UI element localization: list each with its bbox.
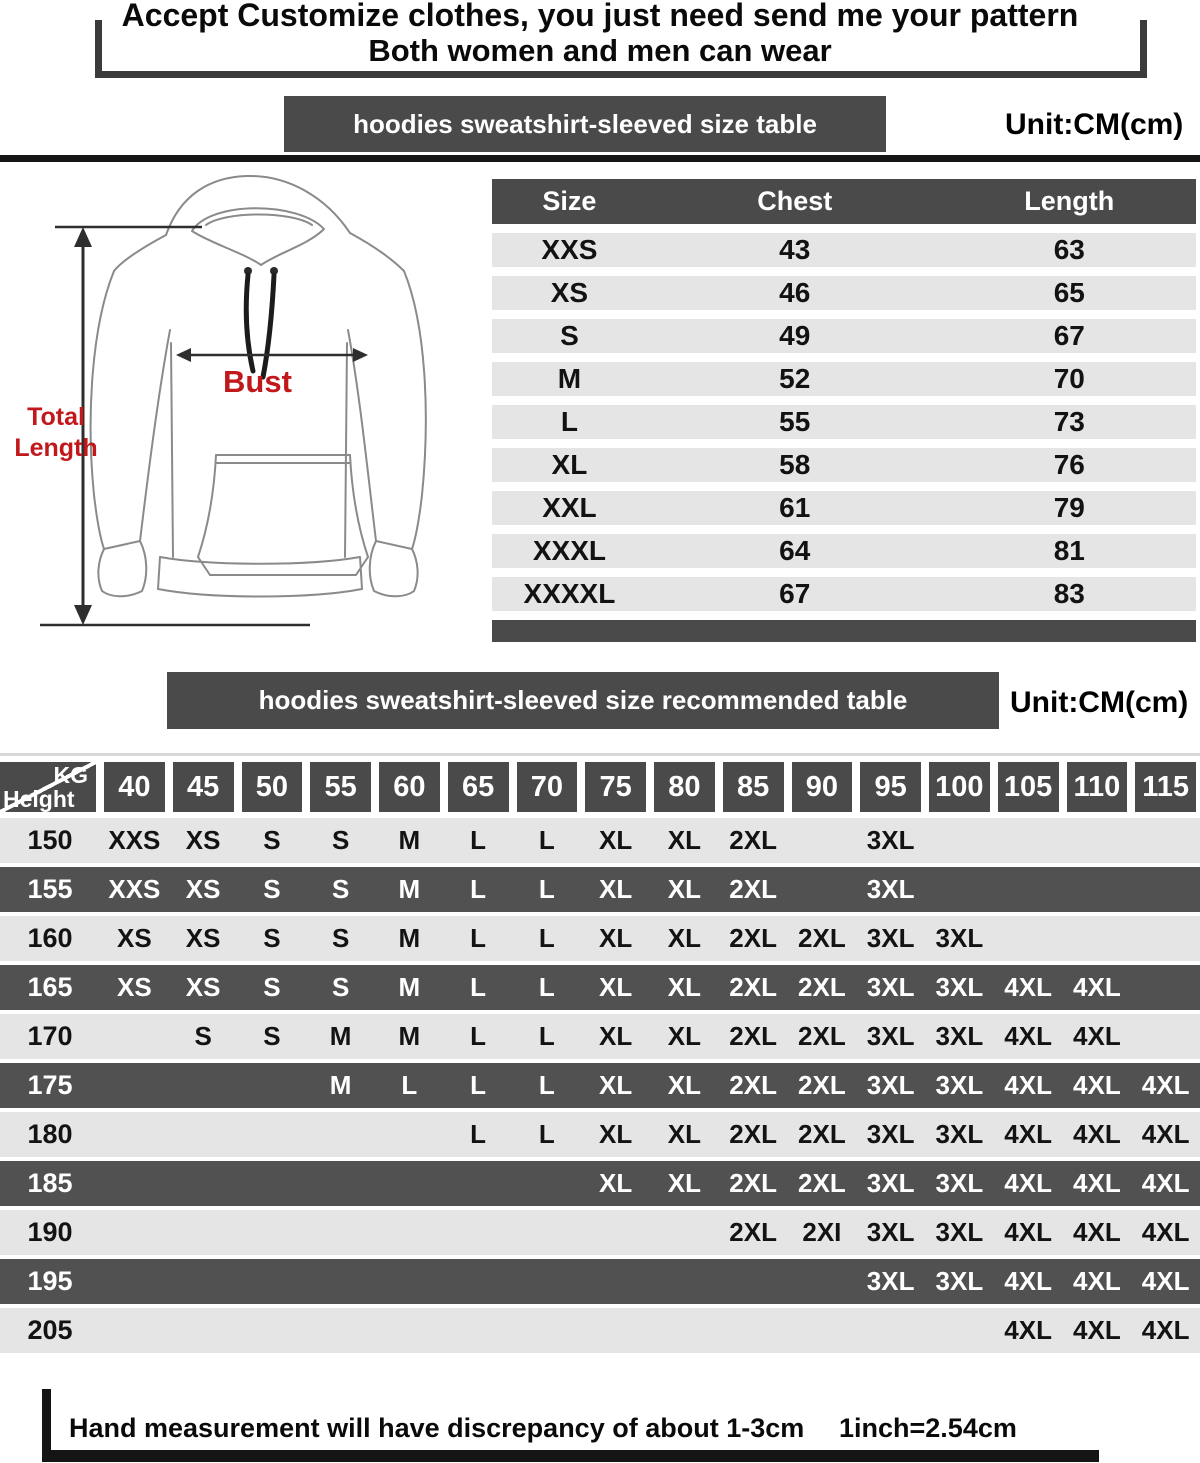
matrix-cell: 4XL [1141,1315,1190,1345]
matrix-row [0,1259,1200,1304]
matrix-cell: 4XL [1141,1119,1190,1149]
size-table-cell: 58 [779,449,811,480]
size-table-cell: 61 [779,492,811,523]
matrix-cell: 3XL [935,1070,984,1100]
matrix-cell: XS [185,923,221,953]
matrix-cell: XXS [108,874,161,904]
matrix-cell: M [329,1070,352,1100]
matrix-cell: 3XL [866,874,915,904]
matrix-cell: 4XL [1004,1315,1052,1345]
matrix-cell: 3XL [866,1070,915,1100]
height-label: 205 [27,1315,73,1345]
matrix-cell: 3XL [935,923,984,953]
matrix-cell: 4XL [1004,1266,1052,1296]
matrix-cell: L [470,1070,487,1100]
recommended-table-unit-label: Unit:CM(cm) [1010,686,1189,719]
matrix-cell: 2XL [729,1168,777,1198]
size-table-row [492,491,1196,525]
size-table-cell: 43 [779,234,811,265]
matrix-row [0,1063,1200,1108]
size-column-header: Size [542,186,597,216]
weight-header-cell: 85 [723,762,784,812]
weight-header-cell: 110 [1067,762,1128,812]
weight-header-cell: 90 [792,762,853,812]
footer-note [42,1389,1099,1462]
matrix-cell: 3XL [866,1168,915,1198]
matrix-cell: 2XL [729,1021,777,1051]
matrix-cell: 2XL [729,825,777,855]
height-label: 165 [27,972,73,1002]
matrix-cell: 3XL [866,825,915,855]
inch-conversion: 1inch=2.54cm [839,1413,1017,1443]
matrix-cell: XL [667,1119,701,1149]
size-table-cell: 76 [1053,449,1085,480]
matrix-cell: S [263,1021,281,1051]
matrix-cell: S [263,874,281,904]
matrix-row [0,867,1200,912]
matrix-cell: 2XL [729,1070,777,1100]
matrix-cell: 4XL [1073,1168,1121,1198]
weight-header-cell: 50 [242,762,303,812]
matrix-row [0,965,1200,1010]
matrix-cell: 4XL [1141,1266,1190,1296]
weight-header-cell: 60 [379,762,440,812]
weight-header-cell: 80 [654,762,715,812]
weight-header-cell: 100 [929,762,990,812]
matrix-cell: L [470,923,487,953]
matrix-cell: 3XL [935,1021,984,1051]
height-label: 190 [27,1217,73,1247]
size-table-cell: 67 [1053,320,1085,351]
recommended-size-matrix [0,753,1200,1353]
matrix-cell: 3XL [866,1021,915,1051]
matrix-cell: M [398,972,421,1002]
matrix-row [0,818,1200,863]
matrix-cell: XL [599,874,633,904]
height-label: 175 [27,1070,73,1100]
size-table-cell: XL [551,449,588,480]
matrix-cell: 4XL [1004,972,1052,1002]
matrix-cell: L [538,825,555,855]
matrix-cell: 3XL [866,923,915,953]
matrix-cell: 3XL [866,972,915,1002]
matrix-cell: L [538,1021,555,1051]
matrix-cell: S [331,874,350,904]
height-label: 150 [27,825,73,855]
matrix-cell: L [470,1119,487,1149]
matrix-cell: 4XL [1004,1217,1052,1247]
matrix-cell: XL [667,1021,701,1051]
matrix-row [0,1014,1200,1059]
measurement-section [0,163,1200,665]
matrix-cell: 4XL [1073,1315,1121,1345]
matrix-cell: 2XL [798,923,846,953]
matrix-cell: 3XL [935,1266,984,1296]
matrix-cell: L [470,1021,487,1051]
size-table-cell: 52 [779,363,811,394]
matrix-cell: 4XL [1073,1021,1121,1051]
size-table-row [492,276,1196,310]
size-table-cell: L [560,406,578,437]
size-table-cell: 64 [779,535,811,566]
kg-height-corner-cell [0,762,96,812]
size-table-footer-bar [492,620,1196,642]
matrix-cell: L [538,874,555,904]
matrix-cell: 4XL [1141,1070,1190,1100]
measurement-note: Hand measurement will have discrepancy of about 1-3cm [69,1413,805,1443]
matrix-cell: XS [117,923,152,953]
chest-column-header: Chest [757,186,833,216]
size-table-cell: 63 [1053,234,1085,265]
size-table-cell: 73 [1053,406,1085,437]
matrix-cell: 2XL [729,923,777,953]
matrix-cell: XL [667,825,701,855]
matrix-row [0,1308,1200,1353]
matrix-cell: 4XL [1073,1119,1121,1149]
size-table-row [492,577,1196,611]
matrix-cell: XXS [108,825,161,855]
matrix-cell: S [331,972,350,1002]
matrix-cell: 2XL [798,1119,846,1149]
height-label: 180 [27,1119,73,1149]
matrix-cell: XL [599,1070,633,1100]
matrix-cell: L [401,1070,418,1100]
weight-header-cell: 45 [173,762,234,812]
matrix-cell: 2XI [802,1217,842,1247]
section-divider [0,155,1200,162]
matrix-cell: 4XL [1004,1070,1052,1100]
matrix-cell: L [538,923,555,953]
matrix-cell: L [538,1070,555,1100]
matrix-cell: 2XL [798,1021,846,1051]
matrix-cell: M [398,874,421,904]
matrix-cell: XL [599,1168,633,1198]
matrix-cell: 2XL [729,972,777,1002]
matrix-cell: XS [185,874,221,904]
matrix-cell: 4XL [1141,1168,1190,1198]
bust-label: Bust [223,364,292,399]
size-table-cell: XXXL [532,535,606,566]
matrix-cell: S [194,1021,212,1051]
matrix-cell: XS [117,972,152,1002]
matrix-cell: XL [599,972,633,1002]
matrix-cell: S [331,923,350,953]
height-label: 185 [27,1168,73,1198]
matrix-cell: 3XL [935,1217,984,1247]
recommended-table-banner: hoodies sweatshirt-sleeved size recommended table [167,672,999,729]
matrix-cell: S [263,923,281,953]
matrix-cell: XL [667,1070,701,1100]
size-table-cell: 83 [1053,578,1085,609]
matrix-cell: 3XL [935,972,984,1002]
matrix-cell: 4XL [1073,972,1121,1002]
matrix-cell: XS [185,972,221,1002]
matrix-cell: XL [667,1168,701,1198]
size-table-cell: XXS [541,234,598,265]
matrix-cell: 3XL [866,1217,915,1247]
height-label-corner: Height [3,786,75,812]
matrix-cell: XL [667,874,701,904]
matrix-cell: 2XL [729,874,777,904]
size-table-row [492,534,1196,568]
matrix-cell: XL [667,923,701,953]
size-table-body [492,233,1196,611]
matrix-cell: L [470,972,487,1002]
size-table-row [492,405,1196,439]
matrix-cell: 4XL [1073,1217,1121,1247]
size-table-cell: 46 [779,277,811,308]
matrix-cell: 2XL [798,1070,846,1100]
matrix-cell: S [263,972,281,1002]
size-table-unit-label: Unit:CM(cm) [1005,108,1184,141]
weight-header-cell: 115 [1135,762,1196,812]
matrix-cell: 4XL [1073,1070,1121,1100]
matrix-cell: S [263,825,281,855]
matrix-cell: 4XL [1004,1021,1052,1051]
matrix-cell: 2XL [729,1217,777,1247]
weight-header-cell: 75 [585,762,646,812]
weight-header-cell: 65 [448,762,509,812]
matrix-cell: XL [599,1119,633,1149]
size-table-cell: XXL [542,492,597,523]
matrix-cell: M [398,825,421,855]
weight-header-cell: 55 [310,762,371,812]
page-header [0,0,1200,90]
matrix-header-row [0,762,1200,812]
matrix-row [0,1161,1200,1206]
height-label: 170 [27,1021,73,1051]
matrix-cell: XL [667,972,701,1002]
matrix-cell: XL [599,1021,633,1051]
size-table-cell: 79 [1053,492,1085,523]
header-line-1: Accept Customize clothes, you just need send me your pattern [121,0,1079,33]
size-table-row [492,362,1196,396]
matrix-cell: M [398,1021,421,1051]
size-table-row [492,233,1196,267]
matrix-cell: 2XL [798,1168,846,1198]
height-label: 160 [27,923,73,953]
weight-header-cell: 40 [104,762,165,812]
size-table [492,179,1196,642]
height-label: 155 [27,874,73,904]
matrix-cell: M [329,1021,352,1051]
size-table-cell: 65 [1053,277,1085,308]
size-table-cell: M [557,363,582,394]
size-table-cell: 55 [779,406,811,437]
size-table-cell: XS [550,277,589,308]
matrix-row [0,916,1200,961]
matrix-cell: S [331,825,350,855]
matrix-cell: XL [599,923,633,953]
size-table-row [492,448,1196,482]
matrix-cell: L [538,1119,555,1149]
hoodie-diagram [10,165,480,663]
size-table-cell: 49 [779,320,811,351]
size-table-cell: 67 [779,578,811,609]
bust-arrow [176,348,368,362]
matrix-cell: XS [185,825,221,855]
length-column-header: Length [1024,186,1115,216]
matrix-cell: 2XL [729,1119,777,1149]
size-table-banner: hoodies sweatshirt-sleeved size table [284,96,886,152]
matrix-cell: 2XL [798,972,846,1002]
matrix-cell: M [398,923,421,953]
matrix-cell: 3XL [866,1119,915,1149]
size-table-cell: 70 [1053,363,1085,394]
weight-header-cell: 105 [998,762,1059,812]
matrix-cell: 4XL [1141,1217,1190,1247]
size-table-cell: XXXXL [523,578,616,609]
matrix-row [0,1112,1200,1157]
weight-header-cell: 70 [517,762,578,812]
size-table-cell: 81 [1053,535,1085,566]
matrix-cell: 4XL [1004,1119,1052,1149]
matrix-cell: L [538,972,555,1002]
matrix-cell: 3XL [935,1168,984,1198]
kg-label: KG [53,762,88,788]
size-table-header-row [492,179,1196,224]
matrix-cell: XL [599,825,633,855]
weight-header-cell: 95 [860,762,921,812]
header-line-2: Both women and men can wear [368,33,832,68]
matrix-cell: L [470,874,487,904]
size-table-row [492,319,1196,353]
matrix-cell: 3XL [866,1266,915,1296]
matrix-cell: 4XL [1073,1266,1121,1296]
size-table-cell: S [560,320,579,351]
height-label: 195 [27,1266,73,1296]
matrix-row [0,1210,1200,1255]
total-length-label: Total Length [14,403,98,463]
matrix-cell: 3XL [935,1119,984,1149]
matrix-cell: L [470,825,487,855]
matrix-body [0,818,1200,1353]
matrix-cell: 4XL [1004,1168,1052,1198]
